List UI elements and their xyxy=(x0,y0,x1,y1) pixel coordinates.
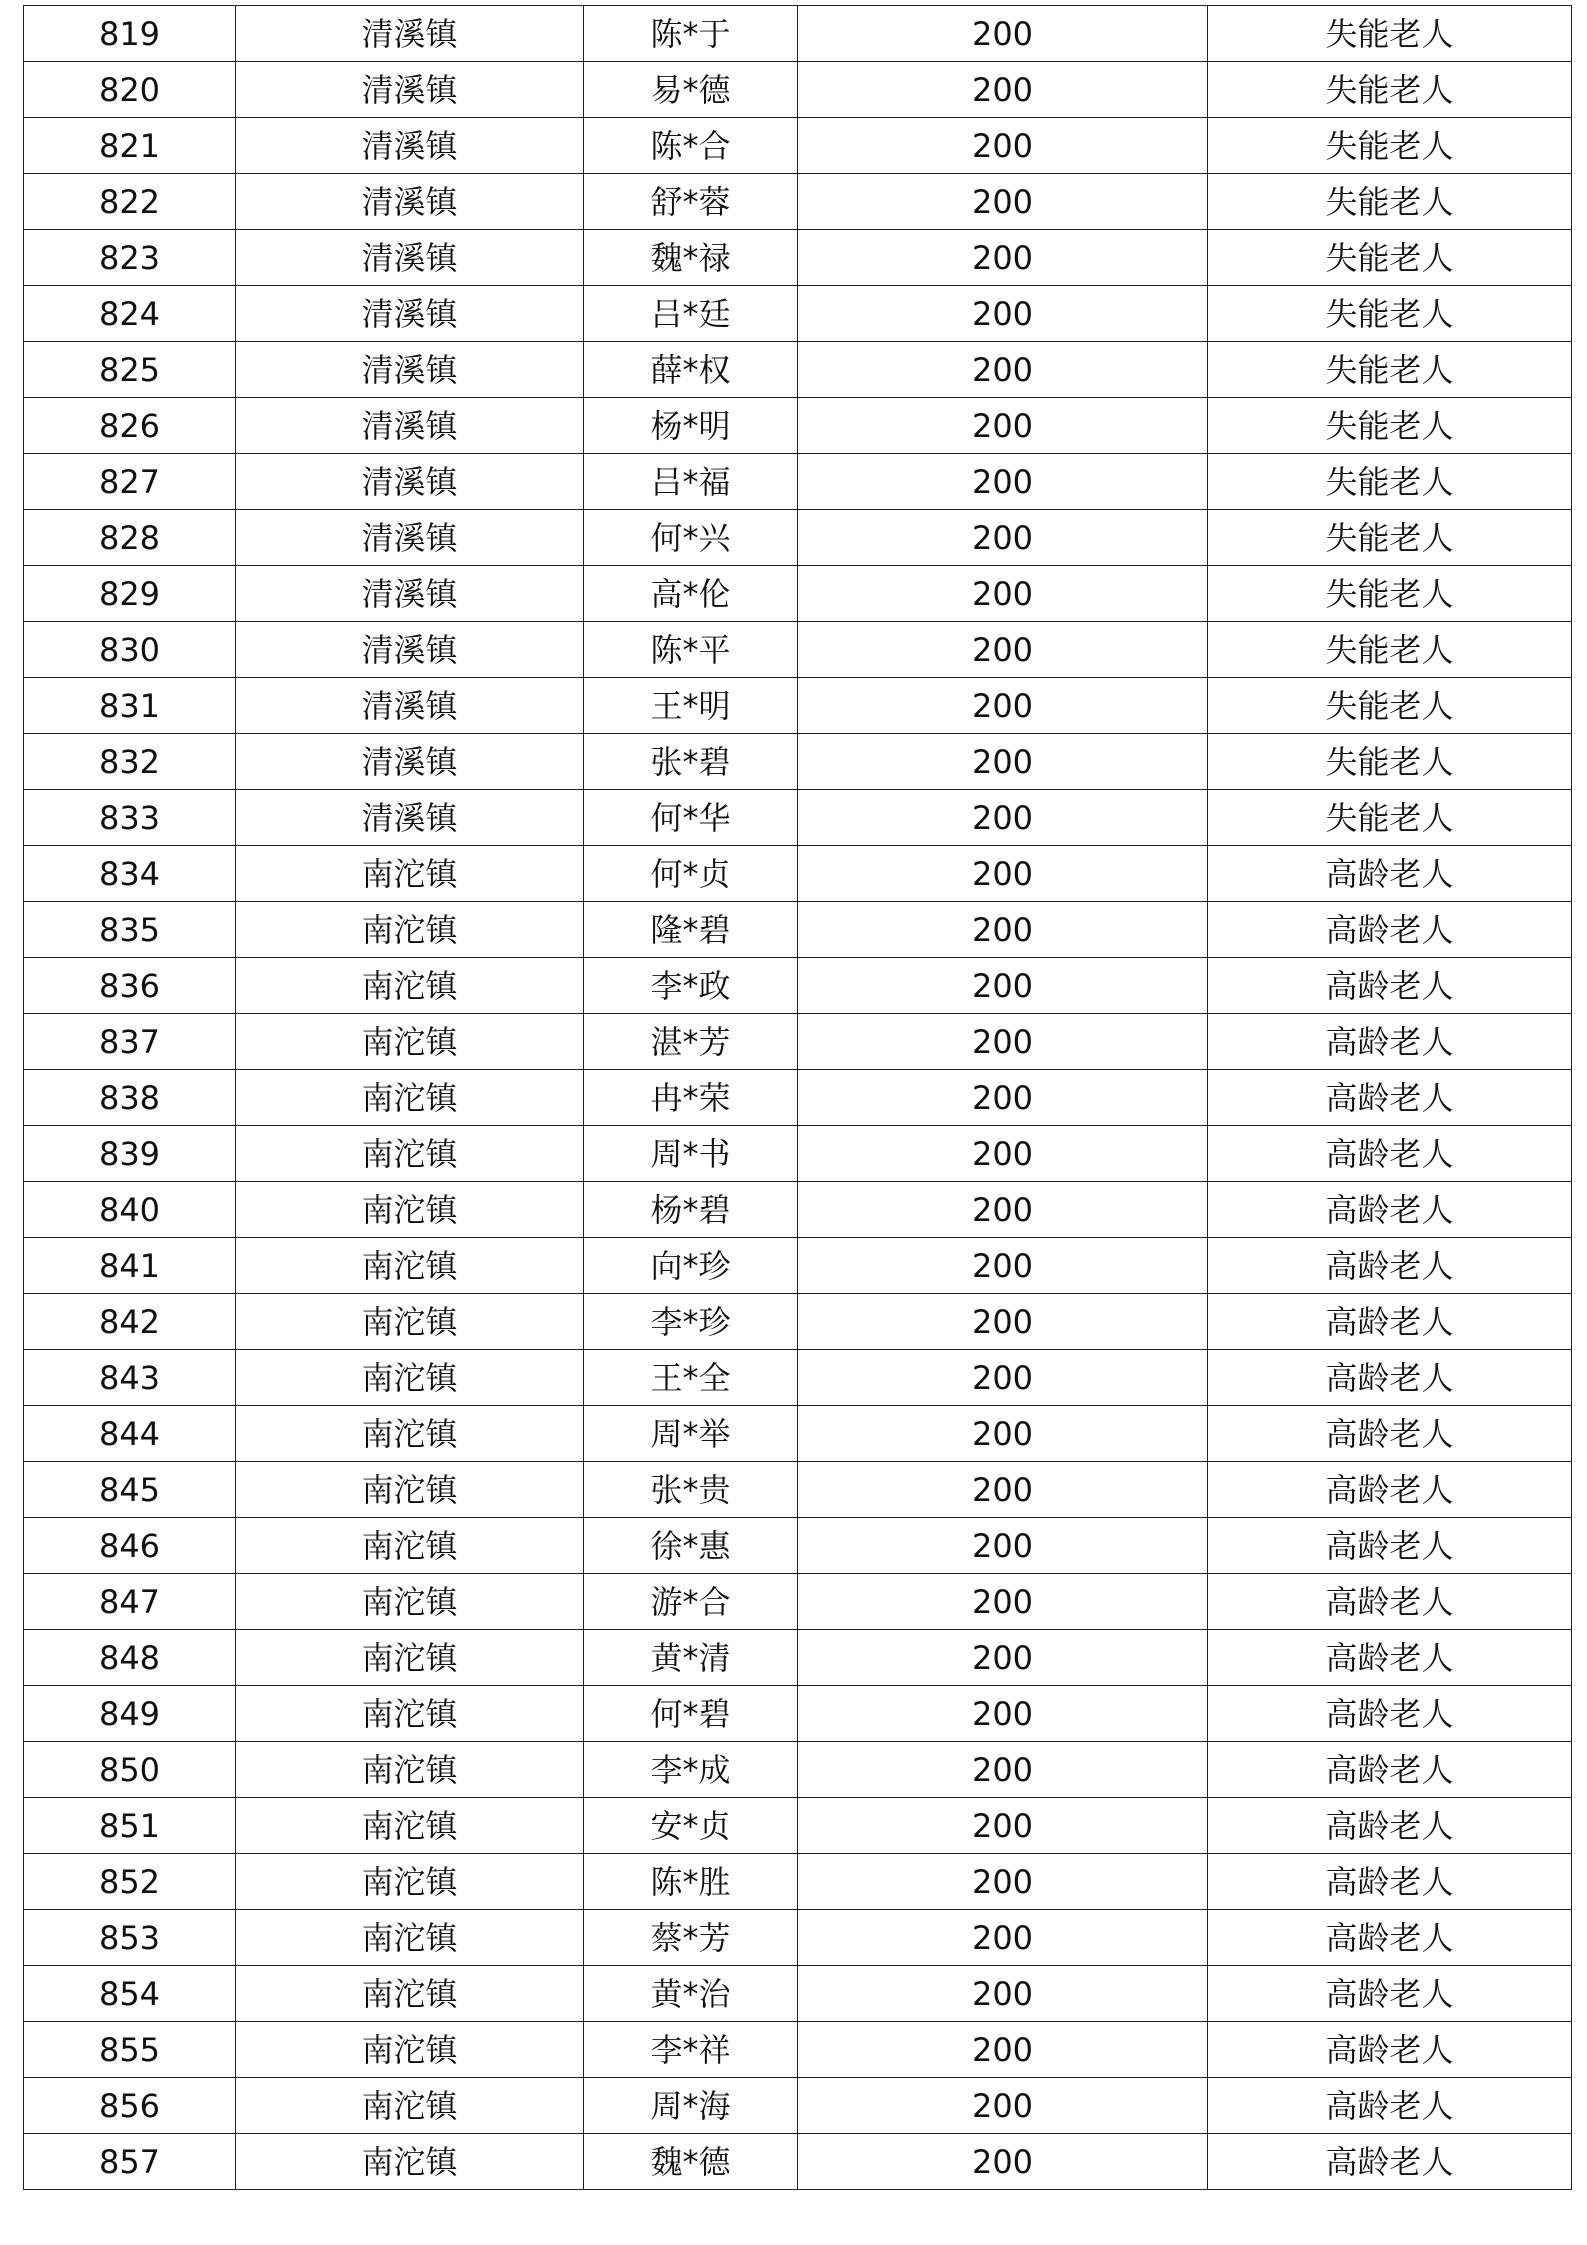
table-row xyxy=(24,398,1572,454)
category-cell: 高龄老人 xyxy=(1208,902,1572,958)
category-cell: 失能老人 xyxy=(1208,454,1572,510)
table-row xyxy=(24,1742,1572,1798)
category-cell: 高龄老人 xyxy=(1208,1854,1572,1910)
row-number-cell: 848 xyxy=(24,1630,236,1686)
row-number-cell: 846 xyxy=(24,1518,236,1574)
row-number-cell: 843 xyxy=(24,1350,236,1406)
amount-cell: 200 xyxy=(798,1966,1208,2022)
town-cell: 南沱镇 xyxy=(236,1182,584,1238)
name-cell: 周*举 xyxy=(584,1406,798,1462)
category-cell: 高龄老人 xyxy=(1208,1518,1572,1574)
name-cell: 何*华 xyxy=(584,790,798,846)
name-cell: 安*贞 xyxy=(584,1798,798,1854)
amount-cell: 200 xyxy=(798,734,1208,790)
amount-cell: 200 xyxy=(798,230,1208,286)
row-number-cell: 823 xyxy=(24,230,236,286)
category-cell: 失能老人 xyxy=(1208,510,1572,566)
town-cell: 清溪镇 xyxy=(236,342,584,398)
name-cell: 杨*明 xyxy=(584,398,798,454)
table-row xyxy=(24,454,1572,510)
category-cell: 高龄老人 xyxy=(1208,2022,1572,2078)
amount-cell: 200 xyxy=(798,1854,1208,1910)
table-row xyxy=(24,118,1572,174)
town-cell: 南沱镇 xyxy=(236,902,584,958)
table-row xyxy=(24,566,1572,622)
town-cell: 清溪镇 xyxy=(236,678,584,734)
town-cell: 清溪镇 xyxy=(236,790,584,846)
name-cell: 张*碧 xyxy=(584,734,798,790)
amount-cell: 200 xyxy=(798,678,1208,734)
category-cell: 失能老人 xyxy=(1208,622,1572,678)
town-cell: 南沱镇 xyxy=(236,1406,584,1462)
name-cell: 隆*碧 xyxy=(584,902,798,958)
category-cell: 高龄老人 xyxy=(1208,2134,1572,2190)
name-cell: 徐*惠 xyxy=(584,1518,798,1574)
amount-cell: 200 xyxy=(798,454,1208,510)
amount-cell: 200 xyxy=(798,174,1208,230)
category-cell: 高龄老人 xyxy=(1208,1294,1572,1350)
category-cell: 高龄老人 xyxy=(1208,1966,1572,2022)
name-cell: 湛*芳 xyxy=(584,1014,798,1070)
category-cell: 高龄老人 xyxy=(1208,1574,1572,1630)
name-cell: 李*政 xyxy=(584,958,798,1014)
name-cell: 陈*平 xyxy=(584,622,798,678)
table-row xyxy=(24,62,1572,118)
name-cell: 周*书 xyxy=(584,1126,798,1182)
amount-cell: 200 xyxy=(798,958,1208,1014)
row-number-cell: 842 xyxy=(24,1294,236,1350)
name-cell: 黄*治 xyxy=(584,1966,798,2022)
town-cell: 南沱镇 xyxy=(236,1574,584,1630)
row-number-cell: 836 xyxy=(24,958,236,1014)
table-row xyxy=(24,2022,1572,2078)
row-number-cell: 837 xyxy=(24,1014,236,1070)
amount-cell: 200 xyxy=(798,902,1208,958)
category-cell: 失能老人 xyxy=(1208,174,1572,230)
table-row xyxy=(24,2078,1572,2134)
name-cell: 魏*禄 xyxy=(584,230,798,286)
category-cell: 失能老人 xyxy=(1208,342,1572,398)
town-cell: 南沱镇 xyxy=(236,1966,584,2022)
name-cell: 李*祥 xyxy=(584,2022,798,2078)
category-cell: 高龄老人 xyxy=(1208,1630,1572,1686)
amount-cell: 200 xyxy=(798,342,1208,398)
town-cell: 南沱镇 xyxy=(236,1294,584,1350)
town-cell: 清溪镇 xyxy=(236,230,584,286)
name-cell: 薛*权 xyxy=(584,342,798,398)
amount-cell: 200 xyxy=(798,1070,1208,1126)
amount-cell: 200 xyxy=(798,1406,1208,1462)
amount-cell: 200 xyxy=(798,1350,1208,1406)
table-row xyxy=(24,846,1572,902)
town-cell: 清溪镇 xyxy=(236,398,584,454)
table-row xyxy=(24,790,1572,846)
name-cell: 王*全 xyxy=(584,1350,798,1406)
town-cell: 清溪镇 xyxy=(236,454,584,510)
row-number-cell: 824 xyxy=(24,286,236,342)
town-cell: 清溪镇 xyxy=(236,734,584,790)
table-row xyxy=(24,678,1572,734)
amount-cell: 200 xyxy=(798,846,1208,902)
subsidy-table xyxy=(23,5,1572,2190)
name-cell: 王*明 xyxy=(584,678,798,734)
category-cell: 高龄老人 xyxy=(1208,1238,1572,1294)
row-number-cell: 831 xyxy=(24,678,236,734)
category-cell: 高龄老人 xyxy=(1208,1182,1572,1238)
name-cell: 李*珍 xyxy=(584,1294,798,1350)
row-number-cell: 826 xyxy=(24,398,236,454)
table-row xyxy=(24,1686,1572,1742)
row-number-cell: 851 xyxy=(24,1798,236,1854)
table-row xyxy=(24,174,1572,230)
row-number-cell: 830 xyxy=(24,622,236,678)
row-number-cell: 832 xyxy=(24,734,236,790)
amount-cell: 200 xyxy=(798,1910,1208,1966)
town-cell: 南沱镇 xyxy=(236,1238,584,1294)
row-number-cell: 854 xyxy=(24,1966,236,2022)
row-number-cell: 828 xyxy=(24,510,236,566)
category-cell: 高龄老人 xyxy=(1208,1910,1572,1966)
town-cell: 清溪镇 xyxy=(236,622,584,678)
name-cell: 陈*合 xyxy=(584,118,798,174)
table-row xyxy=(24,1854,1572,1910)
row-number-cell: 855 xyxy=(24,2022,236,2078)
category-cell: 失能老人 xyxy=(1208,790,1572,846)
table-row xyxy=(24,1574,1572,1630)
town-cell: 南沱镇 xyxy=(236,1686,584,1742)
name-cell: 何*兴 xyxy=(584,510,798,566)
town-cell: 南沱镇 xyxy=(236,1854,584,1910)
name-cell: 魏*德 xyxy=(584,2134,798,2190)
table-row xyxy=(24,902,1572,958)
amount-cell: 200 xyxy=(798,6,1208,62)
table-body xyxy=(24,6,1572,2190)
table-row xyxy=(24,1462,1572,1518)
amount-cell: 200 xyxy=(798,790,1208,846)
row-number-cell: 844 xyxy=(24,1406,236,1462)
amount-cell: 200 xyxy=(798,566,1208,622)
town-cell: 南沱镇 xyxy=(236,958,584,1014)
row-number-cell: 850 xyxy=(24,1742,236,1798)
category-cell: 高龄老人 xyxy=(1208,958,1572,1014)
amount-cell: 200 xyxy=(798,1462,1208,1518)
category-cell: 失能老人 xyxy=(1208,286,1572,342)
row-number-cell: 827 xyxy=(24,454,236,510)
category-cell: 高龄老人 xyxy=(1208,1686,1572,1742)
name-cell: 杨*碧 xyxy=(584,1182,798,1238)
town-cell: 南沱镇 xyxy=(236,2078,584,2134)
town-cell: 南沱镇 xyxy=(236,846,584,902)
category-cell: 失能老人 xyxy=(1208,118,1572,174)
row-number-cell: 834 xyxy=(24,846,236,902)
name-cell: 何*贞 xyxy=(584,846,798,902)
town-cell: 清溪镇 xyxy=(236,118,584,174)
name-cell: 舒*蓉 xyxy=(584,174,798,230)
amount-cell: 200 xyxy=(798,2134,1208,2190)
town-cell: 南沱镇 xyxy=(236,1742,584,1798)
table-row xyxy=(24,1238,1572,1294)
town-cell: 清溪镇 xyxy=(236,174,584,230)
name-cell: 吕*廷 xyxy=(584,286,798,342)
category-cell: 失能老人 xyxy=(1208,678,1572,734)
row-number-cell: 821 xyxy=(24,118,236,174)
name-cell: 蔡*芳 xyxy=(584,1910,798,1966)
town-cell: 南沱镇 xyxy=(236,1126,584,1182)
table-row xyxy=(24,1014,1572,1070)
category-cell: 失能老人 xyxy=(1208,62,1572,118)
amount-cell: 200 xyxy=(798,1686,1208,1742)
table-row xyxy=(24,1518,1572,1574)
row-number-cell: 822 xyxy=(24,174,236,230)
category-cell: 高龄老人 xyxy=(1208,1742,1572,1798)
table-row xyxy=(24,1070,1572,1126)
name-cell: 向*珍 xyxy=(584,1238,798,1294)
amount-cell: 200 xyxy=(798,1798,1208,1854)
amount-cell: 200 xyxy=(798,2022,1208,2078)
table-row xyxy=(24,1630,1572,1686)
table-row xyxy=(24,510,1572,566)
amount-cell: 200 xyxy=(798,1126,1208,1182)
row-number-cell: 838 xyxy=(24,1070,236,1126)
name-cell: 陈*于 xyxy=(584,6,798,62)
table-row xyxy=(24,1910,1572,1966)
row-number-cell: 820 xyxy=(24,62,236,118)
row-number-cell: 853 xyxy=(24,1910,236,1966)
row-number-cell: 825 xyxy=(24,342,236,398)
town-cell: 清溪镇 xyxy=(236,62,584,118)
name-cell: 冉*荣 xyxy=(584,1070,798,1126)
town-cell: 南沱镇 xyxy=(236,1630,584,1686)
row-number-cell: 833 xyxy=(24,790,236,846)
town-cell: 南沱镇 xyxy=(236,2022,584,2078)
table-row xyxy=(24,1406,1572,1462)
table-row xyxy=(24,1798,1572,1854)
amount-cell: 200 xyxy=(798,1238,1208,1294)
amount-cell: 200 xyxy=(798,2078,1208,2134)
town-cell: 南沱镇 xyxy=(236,1070,584,1126)
category-cell: 失能老人 xyxy=(1208,230,1572,286)
amount-cell: 200 xyxy=(798,1014,1208,1070)
town-cell: 南沱镇 xyxy=(236,1798,584,1854)
table-row xyxy=(24,286,1572,342)
amount-cell: 200 xyxy=(798,118,1208,174)
table-row xyxy=(24,342,1572,398)
row-number-cell: 845 xyxy=(24,1462,236,1518)
amount-cell: 200 xyxy=(798,398,1208,454)
town-cell: 南沱镇 xyxy=(236,1462,584,1518)
table-row xyxy=(24,734,1572,790)
amount-cell: 200 xyxy=(798,1182,1208,1238)
name-cell: 周*海 xyxy=(584,2078,798,2134)
table-row xyxy=(24,1966,1572,2022)
document-page xyxy=(23,5,1572,2190)
name-cell: 张*贵 xyxy=(584,1462,798,1518)
amount-cell: 200 xyxy=(798,510,1208,566)
category-cell: 高龄老人 xyxy=(1208,1014,1572,1070)
category-cell: 失能老人 xyxy=(1208,398,1572,454)
town-cell: 南沱镇 xyxy=(236,1350,584,1406)
town-cell: 南沱镇 xyxy=(236,1014,584,1070)
row-number-cell: 849 xyxy=(24,1686,236,1742)
category-cell: 高龄老人 xyxy=(1208,846,1572,902)
town-cell: 南沱镇 xyxy=(236,1910,584,1966)
row-number-cell: 840 xyxy=(24,1182,236,1238)
amount-cell: 200 xyxy=(798,1294,1208,1350)
table-row xyxy=(24,2134,1572,2190)
row-number-cell: 857 xyxy=(24,2134,236,2190)
category-cell: 高龄老人 xyxy=(1208,1462,1572,1518)
name-cell: 游*合 xyxy=(584,1574,798,1630)
table-row xyxy=(24,6,1572,62)
table-row xyxy=(24,230,1572,286)
row-number-cell: 856 xyxy=(24,2078,236,2134)
name-cell: 易*德 xyxy=(584,62,798,118)
town-cell: 清溪镇 xyxy=(236,566,584,622)
category-cell: 高龄老人 xyxy=(1208,1126,1572,1182)
category-cell: 高龄老人 xyxy=(1208,1070,1572,1126)
name-cell: 何*碧 xyxy=(584,1686,798,1742)
amount-cell: 200 xyxy=(798,622,1208,678)
category-cell: 高龄老人 xyxy=(1208,1406,1572,1462)
category-cell: 失能老人 xyxy=(1208,734,1572,790)
table-row xyxy=(24,958,1572,1014)
town-cell: 清溪镇 xyxy=(236,286,584,342)
row-number-cell: 847 xyxy=(24,1574,236,1630)
row-number-cell: 835 xyxy=(24,902,236,958)
category-cell: 高龄老人 xyxy=(1208,1350,1572,1406)
name-cell: 陈*胜 xyxy=(584,1854,798,1910)
row-number-cell: 839 xyxy=(24,1126,236,1182)
town-cell: 南沱镇 xyxy=(236,1518,584,1574)
table-row xyxy=(24,622,1572,678)
table-row xyxy=(24,1350,1572,1406)
amount-cell: 200 xyxy=(798,1742,1208,1798)
town-cell: 清溪镇 xyxy=(236,510,584,566)
category-cell: 失能老人 xyxy=(1208,6,1572,62)
category-cell: 高龄老人 xyxy=(1208,2078,1572,2134)
amount-cell: 200 xyxy=(798,1518,1208,1574)
row-number-cell: 852 xyxy=(24,1854,236,1910)
table-row xyxy=(24,1294,1572,1350)
town-cell: 南沱镇 xyxy=(236,2134,584,2190)
name-cell: 黄*清 xyxy=(584,1630,798,1686)
amount-cell: 200 xyxy=(798,62,1208,118)
category-cell: 失能老人 xyxy=(1208,566,1572,622)
amount-cell: 200 xyxy=(798,1574,1208,1630)
name-cell: 吕*福 xyxy=(584,454,798,510)
name-cell: 李*成 xyxy=(584,1742,798,1798)
row-number-cell: 819 xyxy=(24,6,236,62)
table-row xyxy=(24,1182,1572,1238)
town-cell: 清溪镇 xyxy=(236,6,584,62)
amount-cell: 200 xyxy=(798,1630,1208,1686)
name-cell: 高*伦 xyxy=(584,566,798,622)
row-number-cell: 841 xyxy=(24,1238,236,1294)
table-row xyxy=(24,1126,1572,1182)
category-cell: 高龄老人 xyxy=(1208,1798,1572,1854)
row-number-cell: 829 xyxy=(24,566,236,622)
amount-cell: 200 xyxy=(798,286,1208,342)
